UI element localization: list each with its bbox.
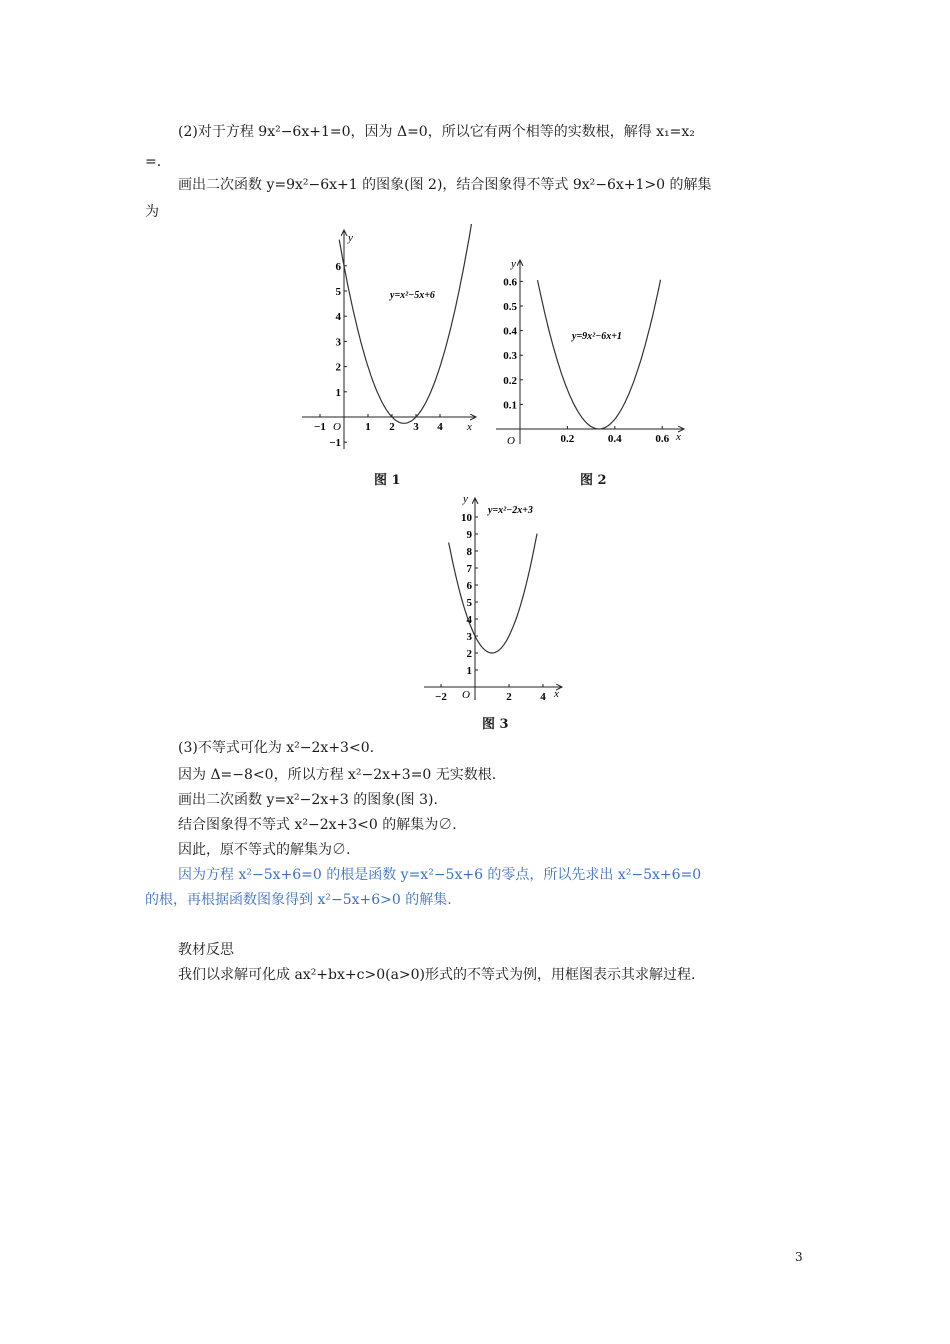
curve-equation-label: y=9x²−6x+1 — [572, 331, 622, 342]
axis-ticks — [435, 512, 546, 703]
x-tick-label: 4 — [540, 691, 546, 703]
parabola-curve — [449, 534, 537, 653]
paragraph-2-line-1: (2)对于方程 9x²−6x+1=0，因为 Δ=0，所以它有两个相等的实数根，解得 x₁=x₂ — [178, 124, 695, 140]
y-tick-label: 1 — [466, 665, 472, 677]
y-tick-label: 1 — [335, 386, 341, 399]
y-tick-label: 0.6 — [503, 276, 517, 289]
y-tick-label: 6 — [335, 260, 341, 273]
x-axis-label: x — [554, 688, 559, 700]
curve-equation-label: y=x²−5x+6 — [390, 290, 435, 301]
figure-1-caption: 图 1 — [374, 473, 401, 488]
axis-ticks — [503, 276, 669, 445]
y-tick-label: 2 — [466, 648, 472, 660]
section-heading: 教材反思 — [178, 942, 234, 958]
y-tick-label: 7 — [466, 563, 472, 575]
parabola-curve — [339, 224, 472, 423]
y-tick-label: 3 — [335, 336, 341, 349]
origin-label: O — [507, 435, 515, 447]
x-tick-label: 0.4 — [607, 433, 622, 445]
figure-1-graph — [298, 224, 480, 456]
note-line-1: 因为方程 x²−5x+6=0 的根是函数 y=x²−5x+6 的零点，所以先求出 x²−5x+6=0 — [178, 867, 702, 883]
y-tick-label: 5 — [466, 597, 472, 609]
x-tick-label: −1 — [314, 421, 326, 433]
y-tick-label: 2 — [335, 361, 341, 374]
paragraph-part-3: (3)不等式可化为 x²−2x+3<0. — [178, 740, 375, 756]
paragraph-draw-graph: 画出二次函数 y=x²−2x+3 的图象(图 3). — [178, 792, 438, 808]
parabola-curve — [538, 280, 661, 429]
y-axis-label: y — [511, 258, 516, 270]
y-tick-label: 10 — [461, 512, 472, 524]
reflection-paragraph: 我们以求解可化成 ax²+bx+c>0(a>0)形式的不等式为例，用框图表示其求解过程. — [178, 967, 696, 983]
x-tick-label: 1 — [365, 421, 371, 433]
x-axis-label: x — [467, 421, 472, 433]
y-tick-label: 9 — [466, 529, 472, 541]
origin-label: O — [462, 689, 470, 701]
y-tick-label: 6 — [466, 580, 472, 592]
figure-3-caption: 图 3 — [482, 717, 509, 732]
origin-label: O — [333, 421, 341, 433]
y-tick-label: 0.5 — [503, 301, 517, 313]
note-line-2: 的根，再根据函数图象得到 x²−5x+6>0 的解集. — [145, 892, 452, 908]
x-tick-label: 0.2 — [560, 433, 575, 445]
paragraph-conclusion: 因此，原不等式的解集为∅. — [178, 842, 351, 858]
figure-2-graph — [494, 254, 688, 454]
y-tick-label: 3 — [466, 631, 472, 643]
y-tick-label: 0.4 — [503, 325, 517, 338]
x-tick-label: 2 — [506, 691, 512, 703]
y-tick-label: 0.3 — [503, 350, 517, 363]
page-number: 3 — [795, 1250, 803, 1264]
y-tick-label: 8 — [466, 546, 472, 558]
y-tick-label: 5 — [335, 286, 341, 298]
paragraph-2-line-2: =. — [145, 154, 162, 170]
x-tick-label: 4 — [437, 421, 443, 433]
y-axis-label: y — [463, 494, 468, 505]
paragraph-3-line-2: 为 — [145, 204, 159, 220]
paragraph-solution-set: 结合图象得不等式 x²−2x+3<0 的解集为∅. — [178, 817, 457, 833]
x-tick-label: −2 — [435, 691, 447, 703]
paragraph-3-line-1: 画出二次函数 y=9x²−6x+1 的图象(图 2)，结合图象得不等式 9x²−6x+1>0 的解集 — [178, 177, 712, 193]
x-tick-label: 0.6 — [655, 433, 670, 445]
y-axis-label: y — [348, 232, 353, 244]
paragraph-delta: 因为 Δ=−8<0，所以方程 x²−2x+3=0 无实数根. — [178, 767, 497, 783]
y-tick-label: 4 — [335, 311, 341, 324]
y-tick-label: 4 — [466, 614, 472, 626]
x-tick-label: 2 — [389, 421, 395, 433]
figure-3-graph — [422, 494, 568, 704]
x-tick-label: 3 — [413, 421, 419, 433]
y-tick-label: 0.1 — [503, 399, 517, 412]
curve-equation-label: y=x²−2x+3 — [488, 505, 533, 516]
x-axis-label: x — [676, 431, 681, 443]
y-tick-label: −1 — [329, 437, 341, 450]
figure-2-caption: 图 2 — [580, 473, 607, 488]
y-tick-label: 0.2 — [503, 374, 517, 387]
